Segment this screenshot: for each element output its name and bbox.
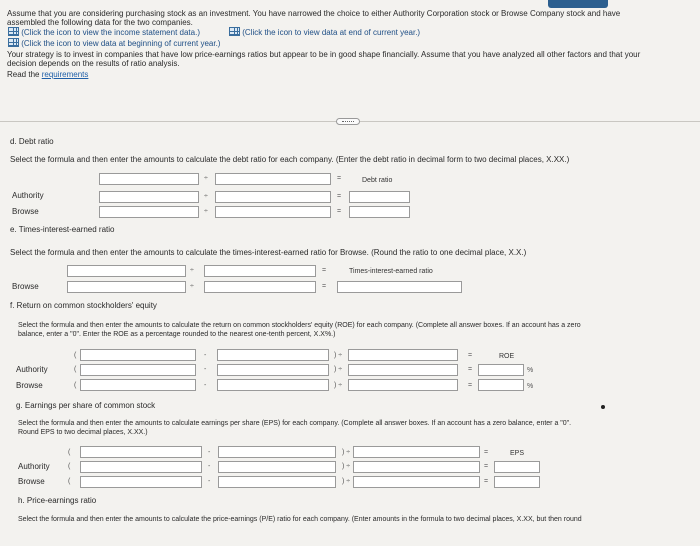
close-paren-divide: ) ÷	[334, 382, 343, 389]
table-icon[interactable]	[229, 27, 240, 36]
equals-operator: =	[322, 283, 327, 290]
eps-header: EPS	[510, 450, 525, 457]
debt-ratio-header: Debt ratio	[362, 177, 393, 184]
end-of-year-link-label[interactable]: (Click the icon to view data at end of current year.)	[242, 28, 421, 37]
section-d-instruction: Select the formula and then enter the amounts to calculate the debt ratio for each company. (Enter the debt ratio in decimal form to two decimal places, X.XX.)	[10, 155, 570, 164]
authority-avg-equity-input[interactable]	[348, 364, 458, 376]
eps-formula-net-income[interactable]	[80, 446, 202, 458]
open-paren: (	[68, 449, 71, 456]
minus-operator: -	[208, 463, 211, 470]
row-label-authority: Authority	[12, 191, 44, 200]
row-label-browse: Browse	[12, 207, 39, 216]
table-icon[interactable]	[8, 38, 19, 47]
section-e-instruction: Select the formula and then enter the amounts to calculate the times-interest-earned ratio for Browse. (Round the ratio to one decimal place, X.X.)	[10, 248, 527, 257]
minus-operator: -	[208, 478, 211, 485]
collapse-toggle[interactable]	[336, 118, 360, 125]
eps-formula-preferred-dividends[interactable]	[218, 446, 336, 458]
authority-eps-input[interactable]	[494, 461, 540, 473]
roe-formula-preferred-dividends[interactable]	[217, 349, 329, 361]
debt-ratio-formula-denominator[interactable]	[215, 173, 331, 185]
row-label-browse: Browse	[18, 477, 45, 486]
divide-operator: ÷	[190, 283, 194, 290]
income-statement-link[interactable]	[8, 27, 200, 37]
equals-operator: =	[337, 208, 342, 215]
read-requirements	[7, 70, 88, 79]
open-paren: (	[68, 478, 71, 485]
authority-shares-input[interactable]	[353, 461, 480, 473]
end-of-year-link[interactable]	[229, 27, 420, 37]
authority-liabilities-input[interactable]	[99, 191, 199, 203]
browse-liabilities-input[interactable]	[99, 206, 199, 218]
minus-operator: -	[204, 366, 207, 373]
intro-line-1: Assume that you are considering purchasing stock as an investment. You have narrowed the choice to either Authority Corporation stock or Browse Company stock and have	[7, 9, 621, 18]
authority-roe-input[interactable]	[478, 364, 524, 376]
browse-tie-ratio-input[interactable]	[337, 281, 462, 293]
browse-eps-preferred-dividends-input[interactable]	[218, 476, 336, 488]
browse-shares-input[interactable]	[353, 476, 480, 488]
authority-eps-net-income-input[interactable]	[80, 461, 202, 473]
browse-eps-net-income-input[interactable]	[80, 476, 202, 488]
row-label-browse: Browse	[12, 282, 39, 291]
eps-formula-shares[interactable]	[353, 446, 480, 458]
equals-operator: =	[337, 175, 342, 182]
close-paren-divide: ) ÷	[342, 449, 351, 456]
browse-debt-ratio-input[interactable]	[349, 206, 410, 218]
row-label-browse: Browse	[16, 381, 43, 390]
section-h-title: h. Price-earnings ratio	[18, 496, 97, 505]
section-e-title: e. Times-interest-earned ratio	[10, 225, 115, 234]
equals-operator: =	[322, 267, 327, 274]
divide-operator: ÷	[204, 175, 208, 182]
tie-formula-denominator[interactable]	[204, 265, 316, 277]
open-paren: (	[74, 366, 77, 373]
browse-interest-expense-input[interactable]	[204, 281, 316, 293]
browse-assets-input[interactable]	[215, 206, 331, 218]
equals-operator: =	[468, 366, 473, 373]
open-paren: (	[74, 382, 77, 389]
close-paren-divide: ) ÷	[342, 463, 351, 470]
divide-operator: ÷	[204, 208, 208, 215]
equals-operator: =	[484, 478, 489, 485]
browse-roe-input[interactable]	[478, 379, 524, 391]
equals-operator: =	[468, 382, 473, 389]
minus-operator: -	[208, 449, 211, 456]
divide-operator: ÷	[190, 267, 194, 274]
browse-net-income-input[interactable]	[80, 379, 196, 391]
section-f-title: f. Return on common stockholders' equity	[10, 301, 157, 310]
browse-eps-input[interactable]	[494, 476, 540, 488]
section-g-instruction-1: Select the formula and then enter the amounts to calculate earnings per share (EPS) for each company. (Complete all answer boxes. If an account has a zero balance, enter a "0".	[18, 420, 572, 427]
read-the-label: Read the	[7, 70, 42, 79]
browse-avg-equity-input[interactable]	[348, 379, 458, 391]
equals-operator: =	[484, 463, 489, 470]
authority-net-income-input[interactable]	[80, 364, 196, 376]
section-g-title: g. Earnings per share of common stock	[16, 401, 156, 410]
percent-sign: %	[527, 367, 534, 374]
strategy-line-2: decision depends on the results of ratio analysis.	[7, 59, 180, 68]
minus-operator: -	[204, 382, 207, 389]
percent-sign: %	[527, 383, 534, 390]
authority-eps-preferred-dividends-input[interactable]	[218, 461, 336, 473]
section-h-instruction: Select the formula and then enter the amounts to calculate the price-earnings (P/E) ratio for each company. (Enter amounts in the formula to two decimal places, X.XX, but then round	[18, 516, 582, 523]
authority-preferred-dividends-input[interactable]	[217, 364, 329, 376]
roe-formula-net-income[interactable]	[80, 349, 196, 361]
open-paren: (	[68, 463, 71, 470]
top-bar-accent	[548, 0, 608, 8]
section-d-title: d. Debt ratio	[10, 137, 54, 146]
strategy-line-1: Your strategy is to invest in companies that have low price-earnings ratios but appear to be in good shape financially. Assume that you have analyzed all other factors and that your	[7, 50, 641, 59]
row-label-authority: Authority	[18, 462, 50, 471]
beginning-of-year-link-label[interactable]: (Click the icon to view data at beginning of current year.)	[21, 39, 221, 48]
beginning-of-year-link[interactable]	[8, 38, 220, 48]
equals-operator: =	[337, 193, 342, 200]
tie-formula-numerator[interactable]	[67, 265, 186, 277]
tie-ratio-header: Times-interest-earned ratio	[349, 268, 433, 275]
section-g-instruction-2: Round EPS to two decimal places, X.XX.)	[18, 429, 148, 436]
table-icon[interactable]	[8, 27, 19, 36]
close-paren-divide: ) ÷	[334, 366, 343, 373]
section-f-instruction-1: Select the formula and then enter the amounts to calculate the return on common stockholders' equity (ROE) for each company. (Complete all answer boxes. If an account has a zero	[18, 322, 581, 329]
income-statement-link-label[interactable]: (Click the icon to view the income statement data.)	[21, 28, 200, 37]
requirements-link[interactable]: requirements	[41, 70, 89, 79]
roe-header: ROE	[499, 353, 515, 360]
close-paren-divide: ) ÷	[334, 352, 343, 359]
authority-assets-input[interactable]	[215, 191, 331, 203]
section-f-instruction-2: balance, enter a "0". Enter the ROE as a percentage rounded to the nearest one-tenth percent, X.X%.)	[18, 331, 336, 338]
row-label-authority: Authority	[16, 365, 48, 374]
equals-operator: =	[484, 449, 489, 456]
minus-operator: -	[204, 352, 207, 359]
browse-preferred-dividends-input[interactable]	[217, 379, 329, 391]
browse-ebit-input[interactable]	[67, 281, 186, 293]
close-paren-divide: ) ÷	[342, 478, 351, 485]
mouse-cursor	[601, 405, 605, 409]
equals-operator: =	[468, 352, 473, 359]
divide-operator: ÷	[204, 193, 208, 200]
debt-ratio-formula-numerator[interactable]	[99, 173, 199, 185]
authority-debt-ratio-input[interactable]	[349, 191, 410, 203]
roe-formula-avg-equity[interactable]	[348, 349, 458, 361]
intro-line-2: assembled the following data for the two companies.	[7, 18, 193, 27]
open-paren: (	[74, 352, 77, 359]
